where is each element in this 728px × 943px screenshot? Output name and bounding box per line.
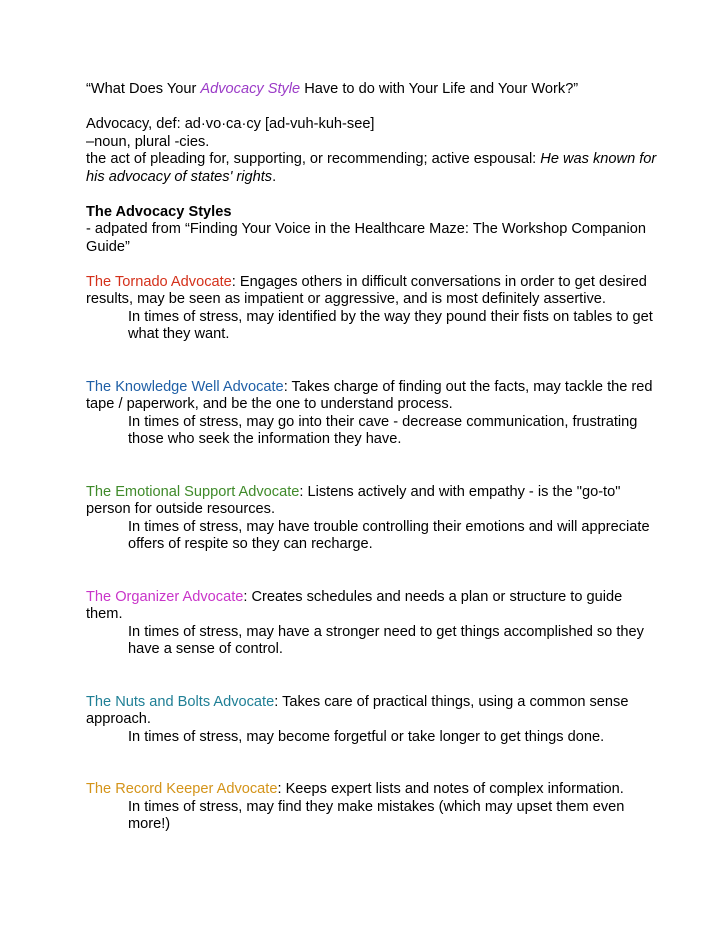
style-entry-emotional-support [86,484,661,554]
style-name: The Knowledge Well Advocate [86,378,284,395]
style-entry-nuts-and-bolts [86,694,661,747]
definition-block [86,116,661,186]
style-summary [86,694,661,729]
style-stress: In times of stress, may identified by the way they pound their fists on tables to get what they want. [128,308,653,342]
style-name: The Tornado Advocate [86,273,232,290]
title-suffix: Have to do with Your Life and Your Work?” [300,81,579,97]
document-page [86,81,661,834]
style-summary [86,781,661,799]
style-name: The Emotional Support Advocate [86,483,300,500]
definition-part-of-speech: –noun, plural -cies. [86,133,210,150]
style-stress: In times of stress, may go into their cave - decrease communication, frustrating those who seek the information they have. [128,413,638,447]
definition-meaning [86,151,661,186]
document-title [86,81,661,99]
style-description: : Listens actively and with empathy - is the "go-to" person for outside resources. [86,483,621,517]
definition-meaning-text: the act of pleading for, supporting, or recommending; active espousal: [86,151,541,167]
title-highlight: Advocacy Style [200,81,301,97]
style-description: : Creates schedules and needs a plan or structure to guide them. [86,588,623,622]
style-summary [86,274,661,309]
style-summary [86,484,661,519]
style-summary [86,589,661,624]
style-description: : Keeps expert lists and notes of complex information. [277,781,624,797]
style-summary [86,379,661,414]
style-description: : Takes charge of finding out the facts, may tackle the red tape / paperwork, and be the one to understand process. [86,378,653,412]
style-stress: In times of stress, may become forgetful or take longer to get things done. [128,728,605,745]
style-name: The Organizer Advocate [86,588,244,605]
style-entry-tornado [86,274,661,344]
definition-example: He was known for his advocacy of states' rights [86,151,657,185]
style-name: The Nuts and Bolts Advocate [86,693,275,710]
style-entry-organizer [86,589,661,659]
style-stress: In times of stress, may have trouble controlling their emotions and will appreciate offers of respite so they can recharge. [128,518,650,552]
definition-example-end: . [272,168,277,185]
style-name: The Record Keeper Advocate [86,781,278,797]
title-prefix: “What Does Your [86,81,201,97]
definition-headword: Advocacy, def: ad·vo·ca·cy [ad-vuh-kuh-see] [86,116,375,132]
style-entry-knowledge-well [86,379,661,449]
style-stress: In times of stress, may find they make mistakes (which may upset them even more!) [128,798,625,832]
styles-heading: The Advocacy Styles [86,203,232,220]
style-entry-record-keeper [86,781,661,834]
styles-source: - adpated from “Finding Your Voice in the Healthcare Maze: The Workshop Companion Guide” [86,221,647,255]
styles-list [86,274,661,834]
style-stress: In times of stress, may have a stronger need to get things accomplished so they have a sense of control. [128,623,644,657]
style-description: : Takes care of practical things, using a common sense approach. [86,693,629,727]
style-description: : Engages others in difficult conversations in order to get desired results, may be seen as impatient or aggressive, and is most definitely assertive. [86,273,647,307]
